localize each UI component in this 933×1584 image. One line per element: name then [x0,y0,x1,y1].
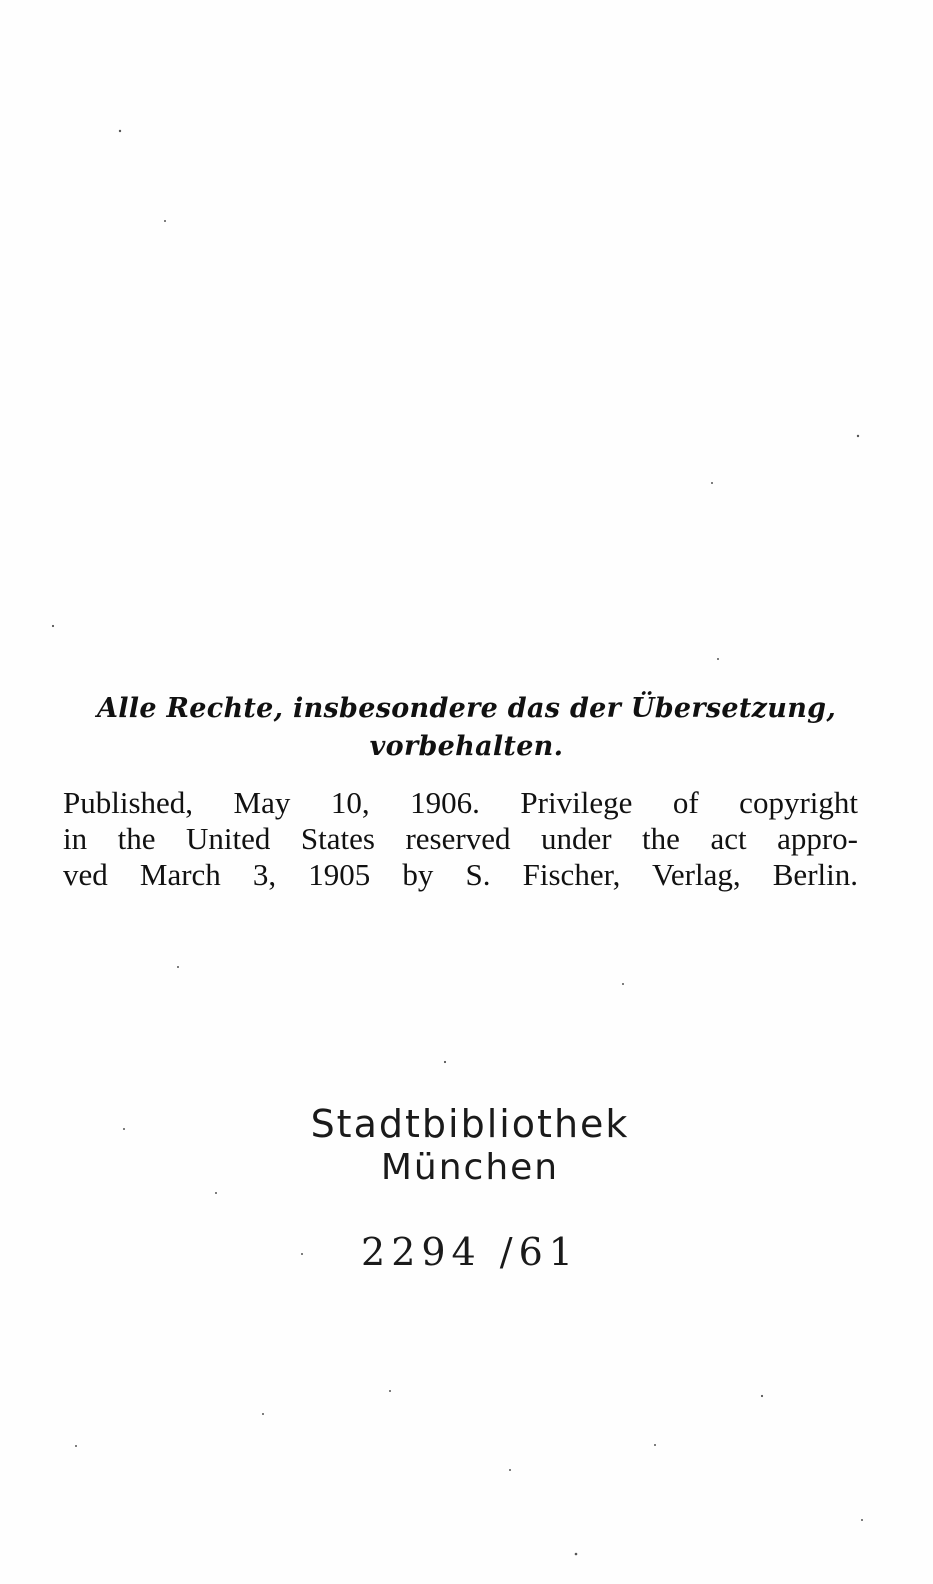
stamp-shelf-number: 2294 /61 [361,1230,579,1274]
rights-line-2: vorbehalten. [369,731,564,762]
copyright-line-3: ved March 3, 1905 by S. Fischer, Verlag, Berlin. [63,857,858,892]
stamp-library-name: Stadtbibliothek [310,1102,630,1146]
rights-line-1: Alle Rechte, insbesondere das der Übersetzung, [96,693,837,724]
copyright-notice [63,785,858,893]
library-stamp [250,1102,690,1274]
stamp-city: München [380,1147,560,1188]
copyright-line-1: Published, May 10, 1906. Privilege of copyright [63,785,858,820]
rights-reserved-notice [60,690,873,766]
copyright-line-2: in the United States reserved under the act appro- [63,821,858,856]
